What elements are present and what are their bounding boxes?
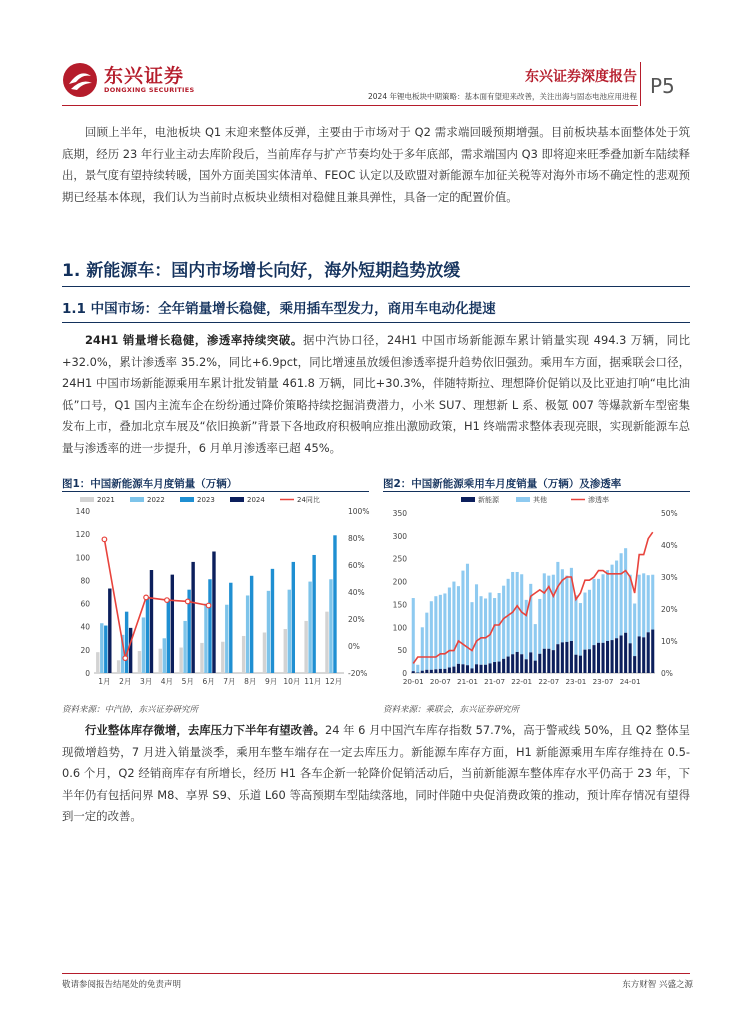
- bar-2021-11: [304, 621, 307, 673]
- bar-other-35: [565, 576, 568, 642]
- bar-2023-11: [312, 555, 315, 673]
- bar-2021-12: [325, 612, 328, 673]
- bar-other-11: [457, 586, 460, 664]
- logo-en-text: DONGXING SECURITIES: [104, 85, 195, 94]
- bar-2023-2: [125, 612, 128, 673]
- bar-other-30: [543, 573, 546, 648]
- bar-other-9: [448, 588, 451, 668]
- figure-2-rule: [383, 491, 690, 492]
- bar-nev-12: [461, 664, 464, 673]
- disclaimer-link[interactable]: 敬请参阅报告结尾处的免责声明: [62, 980, 182, 990]
- y-left-tick-label: 0: [85, 669, 90, 678]
- bar-2021-4: [159, 649, 162, 673]
- bar-2021-7: [221, 642, 224, 673]
- bar-other-40: [588, 590, 591, 649]
- bar-2023-6: [208, 579, 211, 673]
- x-tick-label: 24-01: [619, 677, 641, 686]
- header-divider: [62, 105, 638, 106]
- bar-2022-6: [204, 604, 207, 673]
- paragraph-inventory-lead: 行业整体库存微增，去库压力下半年有望改善。: [85, 723, 325, 737]
- y-right-tick-label: 10%: [661, 637, 678, 646]
- yoy-point-3: [144, 595, 149, 600]
- bar-other-24: [516, 572, 519, 652]
- y-right-tick-label: 50%: [661, 509, 678, 518]
- x-tick-label: 2月: [119, 677, 132, 686]
- bar-nev-48: [624, 633, 627, 673]
- bar-nev-9: [448, 668, 451, 673]
- bar-2022-12: [329, 579, 332, 673]
- bar-other-10: [452, 582, 455, 667]
- bar-other-53: [647, 575, 650, 632]
- bar-other-42: [597, 579, 600, 643]
- yoy-point-4: [165, 598, 170, 603]
- figure-2-source: 资料来源：乘联会，东兴证券研究所: [383, 705, 520, 715]
- y-left-tick-label: 80: [80, 576, 90, 586]
- figure-1-source: 资料来源：中汽协，东兴证券研究所: [62, 705, 199, 715]
- bar-other-5: [430, 601, 433, 670]
- paragraph-inventory-body: 24 年 6 月中国汽车库存指数 57.7%，高于警戒线 50%，且 Q2 整体呈现微增趋势，7 月进入销量淡季，乘用车整车端存在一定去库压力。新能源车库存方面，H1 新能源乘用车库存维持在 0.5-0.6 个月，Q2 经销商库存有所增长，经历 H1 各车企新一轮降价促销活动后，当前新能源车整体库存水平仍高于 23 年，下半年仍有包括问界 M8、享界 S9、乐道 L60 等高预期车型陆续落地，同时伴随中央促消费政策的推动，预计库存情况有望得到一定的改善。: [62, 723, 690, 823]
- bar-nev-24: [516, 652, 519, 673]
- x-tick-label: 4月: [160, 677, 174, 686]
- bar-2024-2: [129, 628, 132, 673]
- bar-2023-9: [271, 569, 274, 673]
- bar-nev-32: [552, 650, 555, 673]
- bar-nev-8: [443, 669, 446, 673]
- y-right-tick-label: 80%: [348, 534, 365, 543]
- bar-other-7: [439, 595, 442, 669]
- y-right-tick-label: 30%: [661, 573, 678, 582]
- intro-paragraph: 回顾上半年，电池板块 Q1 末迎来整体反弹，主要由于市场对于 Q2 需求端回暖预期增强。目前板块基本面整体处于筑底期，经历 23 年行业主动去库阶段后，当前库存与扩产节奏均处于多年底部，需求端国内 Q3 即将迎来旺季叠加新车陆续释出，景气度有望持续转暖，国外方面美国实体清单、FEOC 认定以及欧盟对新能源车加征关税等对海外市场不确定性的悲观预期已经基本体现，我们认为当前时点板块业绩相对稳健且兼具弹性，具备一定的配置价值。: [62, 125, 690, 204]
- bar-other-45: [611, 565, 614, 640]
- x-tick-label: 23-01: [565, 677, 587, 686]
- bar-nev-50: [633, 656, 636, 673]
- y-left-tick-label: 0: [402, 669, 407, 678]
- bar-2021-10: [284, 629, 287, 673]
- section-1-underline: [62, 286, 690, 287]
- bar-nev-33: [556, 644, 559, 673]
- bar-nev-14: [470, 668, 473, 673]
- bar-nev-54: [651, 630, 654, 673]
- bar-2022-1: [100, 623, 103, 673]
- bar-2022-8: [246, 595, 249, 673]
- bar-other-12: [461, 571, 464, 665]
- legend-swatch-1: [516, 497, 530, 502]
- bar-2021-3: [138, 651, 141, 673]
- y-left-tick-label: 300: [392, 531, 407, 541]
- bar-other-25: [520, 574, 523, 654]
- bar-2024-4: [171, 575, 174, 673]
- bar-2024-1: [108, 589, 111, 673]
- bar-nev-28: [534, 661, 537, 673]
- bar-other-50: [633, 604, 636, 657]
- bar-2021-1: [96, 652, 99, 673]
- bar-nev-5: [430, 670, 433, 673]
- y-right-tick-label: 0%: [348, 642, 360, 651]
- bar-other-4: [425, 613, 428, 670]
- x-tick-label: 3月: [139, 677, 153, 686]
- bar-nev-26: [525, 659, 528, 673]
- paragraph-sales-lead: 24H1 销量增长稳健，渗透率持续突破。: [85, 333, 303, 347]
- figure-1-rule: [62, 491, 369, 492]
- bar-nev-51: [638, 636, 641, 673]
- bar-nev-30: [543, 649, 546, 673]
- bar-nev-40: [588, 649, 591, 673]
- bar-nev-34: [561, 642, 564, 673]
- bar-nev-22: [507, 657, 510, 673]
- bar-other-19: [493, 598, 496, 662]
- bar-other-51: [638, 575, 641, 637]
- figure-2-chart: [383, 493, 693, 696]
- bar-other-20: [498, 593, 501, 662]
- figure-1-chart: [62, 493, 372, 696]
- x-tick-label: 21-01: [457, 677, 478, 686]
- paragraph-sales: [62, 330, 690, 459]
- bar-nev-4: [425, 670, 428, 673]
- x-tick-label: 6月: [202, 677, 215, 686]
- x-tick-label: 22-07: [538, 677, 560, 686]
- report-type: 东兴证券深度报告: [525, 69, 637, 85]
- x-tick-label: 12月: [325, 677, 343, 686]
- bar-nev-39: [583, 650, 586, 673]
- legend-swatch-2023: [180, 497, 194, 502]
- bar-2021-2: [117, 660, 120, 673]
- y-right-tick-label: 20%: [348, 615, 365, 624]
- bar-other-3: [421, 627, 424, 670]
- bar-2023-8: [250, 576, 253, 673]
- bar-nev-25: [520, 654, 523, 673]
- bar-nev-49: [629, 643, 632, 673]
- bar-nev-31: [547, 649, 550, 673]
- bar-nev-17: [484, 665, 487, 673]
- legend-swatch-2021: [80, 497, 94, 502]
- x-tick-label: 8月: [244, 677, 257, 686]
- bar-2022-5: [183, 621, 186, 673]
- bar-nev-52: [642, 637, 645, 673]
- bar-nev-16: [480, 665, 483, 673]
- y-left-tick-label: 350: [392, 509, 407, 518]
- bar-other-54: [651, 575, 654, 630]
- legend-swatch-2022: [130, 497, 144, 502]
- x-tick-label: 9月: [264, 677, 278, 686]
- figure-2-title: 图2：中国新能源乘用车月度销量（万辆）及渗透率: [383, 478, 622, 490]
- legend-label-2: 渗透率: [588, 496, 609, 504]
- legend-label-yoy: 24同比: [297, 496, 320, 504]
- y-right-tick-label: 0%: [661, 669, 673, 678]
- bar-2022-10: [288, 590, 291, 673]
- bar-other-8: [443, 593, 446, 668]
- bar-other-29: [538, 599, 541, 654]
- y-right-tick-label: 20%: [661, 605, 678, 614]
- bar-nev-6: [434, 669, 437, 673]
- bar-other-15: [475, 584, 478, 664]
- bar-nev-27: [529, 652, 532, 673]
- bar-other-48: [624, 548, 627, 633]
- bar-nev-13: [466, 665, 469, 673]
- y-left-tick-label: 20: [80, 645, 90, 655]
- company-logo: [62, 62, 194, 98]
- yoy-point-6: [206, 603, 211, 608]
- legend-label-2024: 2024: [247, 496, 265, 504]
- bar-nev-35: [565, 642, 568, 673]
- bar-2023-7: [229, 583, 232, 673]
- x-tick-label: 11月: [304, 677, 322, 686]
- bar-other-37: [574, 595, 577, 654]
- bar-2022-4: [163, 638, 166, 673]
- bar-nev-11: [457, 664, 460, 673]
- bar-other-43: [602, 574, 605, 643]
- bar-nev-43: [602, 643, 605, 673]
- legend-label-0: 新能源: [478, 496, 499, 504]
- bar-nev-18: [489, 663, 492, 673]
- bar-nev-10: [452, 667, 455, 673]
- bar-nev-44: [606, 641, 609, 673]
- bar-nev-19: [493, 662, 496, 673]
- bar-nev-45: [611, 640, 614, 673]
- bar-other-38: [579, 603, 582, 656]
- y-left-tick-label: 140: [75, 507, 90, 516]
- x-tick-label: 22-01: [511, 677, 533, 686]
- bar-other-39: [583, 593, 586, 650]
- bar-other-33: [556, 562, 559, 644]
- y-right-tick-label: 40%: [348, 588, 365, 597]
- legend-label-2022: 2022: [147, 496, 165, 504]
- y-left-tick-label: 120: [75, 530, 90, 540]
- bar-2023-1: [104, 626, 107, 673]
- bar-2023-3: [146, 598, 149, 673]
- section-1-heading: 1. 新能源车：国内市场增长向好，海外短期趋势放缓: [62, 261, 461, 281]
- bar-nev-41: [592, 645, 595, 673]
- page-number: P5: [650, 74, 675, 98]
- bar-other-22: [507, 579, 510, 657]
- bar-nev-3: [421, 671, 424, 673]
- y-left-tick-label: 40: [80, 622, 90, 632]
- logo-mark-icon: [62, 62, 98, 98]
- x-tick-label: 7月: [223, 677, 236, 686]
- bar-2021-8: [242, 636, 245, 673]
- y-right-tick-label: 100%: [348, 507, 370, 516]
- bar-other-47: [620, 553, 623, 635]
- bar-nev-15: [475, 664, 478, 673]
- bar-nev-47: [620, 636, 623, 673]
- bar-other-27: [529, 584, 532, 653]
- report-subtitle: 2024 年锂电板块中期策略：基本面有望迎来改善，关注出海与固态电池应用进程: [368, 92, 637, 101]
- figure-1-title: 图1：中国新能源车月度销量（万辆）: [62, 478, 238, 490]
- bar-2023-12: [333, 535, 336, 673]
- legend-label-2021: 2021: [97, 496, 115, 504]
- x-tick-label: 1月: [98, 677, 111, 686]
- bar-2022-3: [142, 617, 145, 673]
- bar-other-32: [552, 575, 555, 650]
- bar-nev-7: [439, 669, 442, 673]
- bar-2021-6: [200, 643, 203, 673]
- legend-swatch-0: [461, 497, 475, 502]
- section-1-1-heading: 1.1 中国市场：全年销量增长稳健，乘用插车型发力，商用车电动化提速: [62, 301, 496, 317]
- bar-nev-29: [538, 654, 541, 673]
- section-1-1-underline: [62, 322, 690, 323]
- footer-divider: [62, 973, 690, 974]
- bar-nev-1: [412, 671, 415, 673]
- yoy-point-2: [123, 656, 128, 661]
- bar-2024-3: [150, 570, 153, 673]
- yoy-point-5: [185, 599, 190, 604]
- x-tick-label: 10月: [283, 677, 301, 686]
- bar-2024-6: [212, 552, 215, 674]
- footer-slogan: 东方财智 兴盛之源: [622, 980, 693, 990]
- x-tick-label: 20-01: [402, 677, 424, 686]
- bar-other-17: [484, 598, 487, 664]
- page-header: [0, 0, 755, 110]
- y-left-tick-label: 60: [80, 599, 90, 609]
- y-right-tick-label: -20%: [348, 669, 368, 678]
- bar-nev-42: [597, 643, 600, 673]
- bar-other-41: [592, 579, 595, 645]
- x-tick-label: 5月: [181, 677, 194, 686]
- bar-other-18: [489, 593, 492, 664]
- paragraph-sales-body: 据中汽协口径，24H1 中国市场新能源车累计销量实现 494.3 万辆，同比+32.0%，累计渗透率 35.2%，同比+6.9pct，同比增速虽放缓但渗透率提升趋势依旧强劲。乘用车方面，据乘联会口径，24H1 中国市场新能源乘用车累计批发销量 461.8 万辆，同比+30.3%，伴随特斯拉、理想降价促销以及比亚迪打响“电比油低”口号，Q1 国内主流车企在纷纷通过降价策略持续挖掘消费潜力，小米 SU7、理想新 L 系、极氪 007 等爆款新车型密集发布上市，叠加北京车展及“依旧换新”背景下各地政府积极响应推出激励政策，H1 终端需求整体表现亮眼，实现新能源车总量与渗透率的进一步提升，6 月单月渗透率已超 45%。: [62, 333, 691, 455]
- bar-nev-38: [579, 656, 582, 673]
- bar-2022-7: [225, 605, 228, 673]
- legend-label-1: 其他: [533, 496, 547, 504]
- bar-2024-5: [191, 562, 194, 673]
- y-right-tick-label: 60%: [348, 561, 365, 570]
- paragraph-inventory: [62, 720, 690, 828]
- bar-other-16: [480, 596, 483, 665]
- header-divider-vertical: [640, 62, 641, 106]
- bar-other-49: [629, 575, 632, 644]
- yoy-point-1: [102, 537, 107, 542]
- y-left-tick-label: 100: [75, 553, 90, 563]
- y-left-tick-label: 200: [392, 577, 407, 587]
- bar-other-44: [606, 570, 609, 641]
- y-left-tick-label: 250: [392, 554, 407, 564]
- bar-other-28: [534, 624, 537, 661]
- bar-other-13: [466, 564, 469, 665]
- bar-2021-5: [179, 648, 182, 673]
- legend-swatch-2024: [230, 497, 244, 502]
- x-tick-label: 20-07: [429, 677, 451, 686]
- logo-cn-text: 东兴证券: [104, 64, 185, 87]
- bar-other-6: [434, 596, 437, 669]
- bar-nev-23: [511, 654, 514, 673]
- x-tick-label: 23-07: [592, 677, 614, 686]
- bar-other-2: [416, 665, 419, 673]
- bar-nev-36: [570, 641, 573, 673]
- bar-other-46: [615, 561, 618, 639]
- bar-2022-11: [308, 582, 311, 673]
- bar-other-21: [502, 586, 505, 659]
- bar-nev-37: [574, 655, 577, 673]
- bar-nev-46: [615, 638, 618, 673]
- bar-nev-20: [498, 662, 501, 673]
- bar-nev-53: [647, 632, 650, 673]
- bar-nev-21: [502, 659, 505, 673]
- y-left-tick-label: 150: [392, 600, 407, 610]
- bar-2023-10: [292, 562, 295, 673]
- y-right-tick-label: 40%: [661, 541, 678, 550]
- x-tick-label: 21-07: [484, 677, 506, 686]
- bar-2021-9: [263, 633, 266, 674]
- y-left-tick-label: 100: [392, 623, 407, 633]
- bar-2022-9: [267, 591, 270, 673]
- bar-2023-4: [167, 599, 170, 673]
- bar-other-52: [642, 573, 645, 637]
- bar-other-14: [470, 602, 473, 668]
- y-left-tick-label: 50: [397, 646, 407, 656]
- legend-label-2023: 2023: [197, 496, 215, 504]
- bar-other-1: [412, 598, 415, 671]
